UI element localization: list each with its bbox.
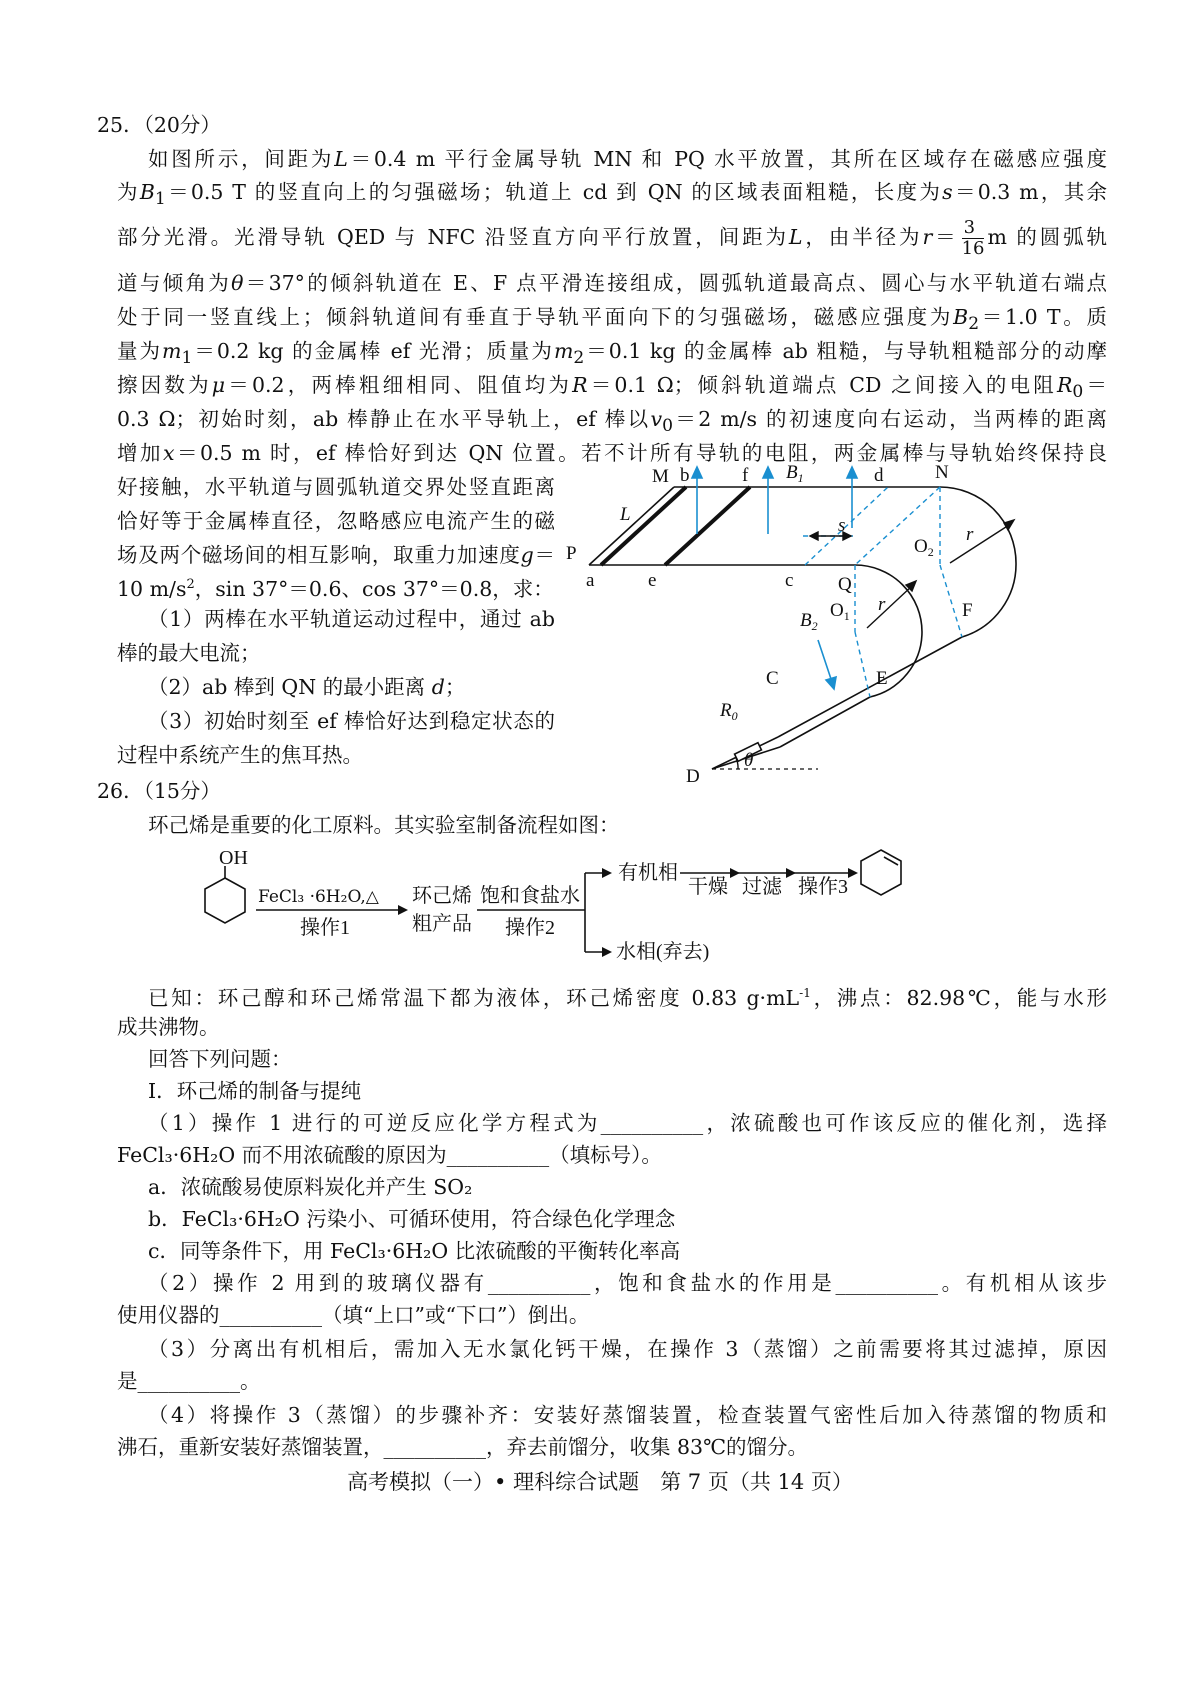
label-F: F (962, 600, 973, 621)
q25-sub1-a: （1）两棒在水平轨道运动过程中，通过 ab (148, 607, 555, 631)
label-Q: Q (838, 574, 852, 595)
q25-sub1-b: 棒的最大电流； (117, 641, 261, 665)
cyclohexanol-structure (205, 878, 245, 923)
label-B2: $B_2$ (800, 610, 818, 633)
q25-sub2: （2）ab 棒到 QN 的最小距离 d； (148, 675, 466, 699)
label-B1: $B_1$ (786, 462, 804, 485)
q26-p3-b: 是__________。 (117, 1369, 261, 1393)
label-b: b (680, 465, 690, 486)
q26-part-1: Ⅰ．环己烯的制备与提纯 (148, 1079, 362, 1103)
q26-p1-b: FeCl₃·6H₂O 而不用浓硫酸的原因为__________（填标号）。 (117, 1143, 662, 1167)
page-footer: 高考模拟（一）• 理科综合试题 第 7 页（共 14 页） (347, 1470, 853, 1494)
label-O1: $O_1$ (830, 600, 850, 623)
label-R0: $R_0$ (720, 700, 738, 723)
q26-option-a: a．浓硫酸易使原料炭化并产生 SO₂ (148, 1175, 473, 1199)
label-a: a (586, 570, 595, 591)
label-s: s (838, 515, 846, 536)
q25-line-13: 10 $m/s^2$，sin 37°＝0.6、cos 37°＝0.8，求： (117, 576, 554, 601)
q25-line-10: 好接触，水平轨道与圆弧轨道交界处竖直距离 (117, 475, 555, 499)
q25-sub3-a: （3）初始时刻至 ef 棒恰好达到稳定状态的 (148, 709, 555, 733)
q25-line-7: 擦因数为μ＝0.2，两棒粗细相同、阻值均为R＝0.1 Ω；倾斜轨道端点 CD 之间接入的电阻$R_0=$ (117, 373, 1107, 403)
q25-line-9: 增加x＝0.5 m 时，ef 棒恰好到达 QN 位置。若不计所有导轨的电阻，两金属棒与导轨始终保持良 (117, 441, 1107, 465)
flow-oh-label: OH (219, 847, 248, 869)
q25-line-4: 道与倾角为θ＝37°的倾斜轨道在 E、F 点平滑连接组成，圆弧轨道最高点、圆心与水平轨道右端点 (117, 271, 1108, 295)
flow-crude-2: 粗产品 (412, 913, 472, 935)
flow-crude-1: 环己烯 (412, 885, 472, 907)
q26-p4-b: 沸石，重新安装好蒸馏装置，__________，弃去前馏分，收集 83℃的馏分。 (117, 1435, 809, 1459)
flow-dry: 干燥 (688, 876, 728, 898)
label-theta: θ (744, 750, 754, 771)
flow-organic: 有机相 (618, 862, 678, 884)
cyclohexene-structure (861, 850, 901, 895)
q26-known-2: 成共沸物。 (117, 1015, 220, 1039)
q25-line-8: 0.3 Ω；初始时刻，ab 棒静止在水平导轨上，ef 棒以$v_0=2$ m/s 的初速度向右运动，当两棒的距离 (117, 407, 1107, 437)
label-f: f (742, 465, 749, 486)
flow-op1: 操作1 (300, 917, 350, 939)
q26-p1-a: （1）操作 1 进行的可逆反应化学方程式为__________，浓硫酸也可作该反应的催化剂，选择 (148, 1111, 1107, 1135)
q25-sub3-b: 过程中系统产生的焦耳热。 (117, 743, 363, 767)
q25-line-3: 部分光滑。光滑导轨 QED 与 NFC 沿竖直方向平行放置，间距为L，由半径为r＝ $\frac{3}{16}$ m 的圆弧轨 (117, 217, 1108, 259)
q26-intro: 环己烯是重要的化工原料。其实验室制备流程如图： (148, 813, 620, 837)
label-O2: $O_2$ (914, 536, 934, 559)
q25-header: 25．（20分） (97, 113, 221, 137)
flow-brine: 饱和食盐水 (480, 885, 580, 907)
flow-op3: 操作3 (798, 876, 848, 898)
label-e: e (648, 570, 657, 591)
q26-answer-prompt: 回答下列问题： (148, 1047, 292, 1071)
q26-option-b: b．FeCl₃·6H₂O 污染小、可循环使用，符合绿色化学理念 (148, 1207, 676, 1231)
q26-p2-a: （2）操作 2 用到的玻璃仪器有__________，饱和食盐水的作用是__________。有机相从该步 (148, 1271, 1107, 1295)
q25-line-11: 恰好等于金属棒直径，忽略感应电流产生的磁 (117, 509, 555, 533)
q25-line-1: 如图所示，间距为L＝0.4 m 平行金属导轨 MN 和 PQ 水平放置，其所在区域存在磁感应强度 (148, 147, 1108, 171)
flow-op2: 操作2 (505, 917, 555, 939)
fraction-3-16: $\frac{3}{16}$ (961, 217, 985, 259)
q25-line-12: 场及两个磁场间的相互影响，取重力加速度g＝ (117, 543, 556, 567)
q26-p2-b: 使用仪器的__________（填“上口”或“下口”）倒出。 (117, 1303, 590, 1327)
label-C: C (766, 668, 779, 689)
label-D: D (686, 766, 700, 787)
label-L: L (620, 504, 631, 525)
q26-p3-a: （3）分离出有机相后，需加入无水氯化钙干燥，在操作 3（蒸馏）之前需要将其过滤掉，原因 (148, 1337, 1107, 1361)
label-M: M (652, 466, 669, 487)
flow-reagent: FeCl₃ ·6H₂O,△ (258, 887, 379, 907)
q26-p4-a: （4）将操作 3（蒸馏）的步骤补齐：安装好蒸馏装置，检查装置气密性后加入待蒸馏的物质和 (148, 1403, 1107, 1427)
q26-option-c: c．同等条件下，用 FeCl₃·6H₂O 比浓硫酸的平衡转化率高 (148, 1239, 681, 1263)
label-r-lower: r (878, 594, 886, 615)
q25-line-5: 处于同一竖直线上；倾斜轨道间有垂直于导轨平面向下的匀强磁场，磁感应强度为$B_2=1.0$ T。质 (117, 305, 1107, 335)
label-N: N (935, 462, 949, 483)
label-P: P (566, 543, 577, 564)
flow-filter: 过滤 (742, 876, 782, 898)
label-E: E (876, 668, 888, 689)
flow-aqueous: 水相(弃去) (616, 941, 710, 963)
q25-line-2: 为$B_1=0.5$ T 的竖直向上的匀强磁场；轨道上 cd 到 QN 的区域表面粗糙，长度为s＝0.3 m，其余 (117, 180, 1108, 210)
label-r-upper: r (966, 524, 974, 545)
label-d: d (874, 465, 884, 486)
q26-header: 26．（15分） (97, 779, 221, 803)
q26-known-1: 已知：环己醇和环己烯常温下都为液体，环己烯密度 0.83 $g\cdot mL^{-1}$，沸点：82.98℃，能与水形 (148, 985, 1107, 1010)
label-c: c (785, 570, 794, 591)
q25-line-6: 量为$m_1=0.2$ kg 的金属棒 ef 光滑；质量为$m_2=0.1$ kg 的金属棒 ab 粗糙，与导轨粗糙部分的动摩 (117, 339, 1108, 369)
